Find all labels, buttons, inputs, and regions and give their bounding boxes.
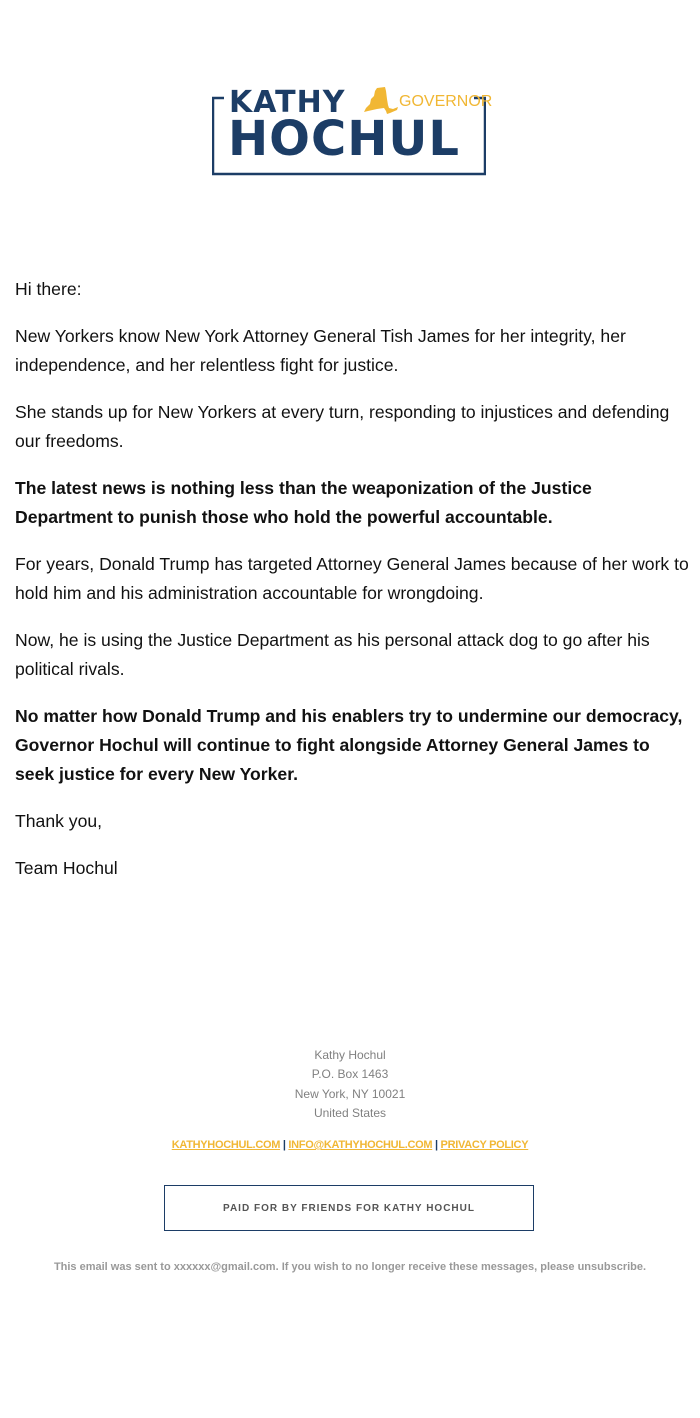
bold-paragraph: The latest news is nothing less than the weaponization of the Justice Department to punish those who hold the powerful accountable. — [15, 478, 592, 527]
paragraph: New Yorkers know New York Attorney General Tish James for her integrity, her independence, and her relentless fight for justice. — [15, 326, 626, 375]
unsubscribe-notice[interactable]: This email was sent to xxxxxx@gmail.com. If you wish to no longer receive these messages, please unsubscribe. — [53, 1261, 647, 1273]
paragraph: She stands up for New Yorkers at every turn, responding to injustices and defending our freedoms. — [15, 402, 670, 451]
privacy-policy-link[interactable]: PRIVACY POLICY — [440, 1139, 529, 1152]
link-separator: | — [435, 1139, 438, 1152]
logo-first-name: KATHY — [229, 85, 346, 120]
address-country: United States — [313, 1105, 387, 1120]
signature: Team Hochul — [15, 858, 118, 878]
bold-paragraph: No matter how Donald Trump and his enablers try to undermine our democracy, Governor Hochul will continue to fight alongside Attorney General James to seek justice for every New Yorker. — [15, 706, 683, 784]
campaign-logo — [212, 84, 493, 176]
link-separator: | — [282, 1139, 286, 1152]
email-body — [15, 275, 690, 901]
greeting: Hi there: — [15, 279, 82, 299]
paragraph: Now, he is using the Justice Department as his personal attack dog to go after his political rivals. — [15, 630, 650, 679]
email-link[interactable]: INFO@KATHYHOCHUL.COM — [288, 1139, 433, 1152]
address-name: Kathy Hochul — [314, 1048, 386, 1062]
address-city: New York, NY 10021 — [294, 1086, 406, 1101]
email-footer — [0, 1046, 700, 1273]
address-street: P.O. Box 1463 — [311, 1067, 389, 1082]
website-link[interactable]: KATHYHOCHUL.COM — [171, 1139, 281, 1152]
logo-title: GOVERNOR — [399, 93, 493, 110]
footer-links — [0, 1137, 700, 1153]
paragraph: For years, Donald Trump has targeted Attorney General James because of her work to hold him and his administration accountable for wrongdoing. — [15, 554, 689, 603]
mailing-address — [0, 1046, 700, 1123]
logo-last-name: HOCHUL — [228, 111, 460, 167]
paid-for-disclaimer: PAID FOR BY FRIENDS FOR KATHY HOCHUL — [164, 1185, 534, 1231]
closing: Thank you, — [15, 811, 103, 831]
